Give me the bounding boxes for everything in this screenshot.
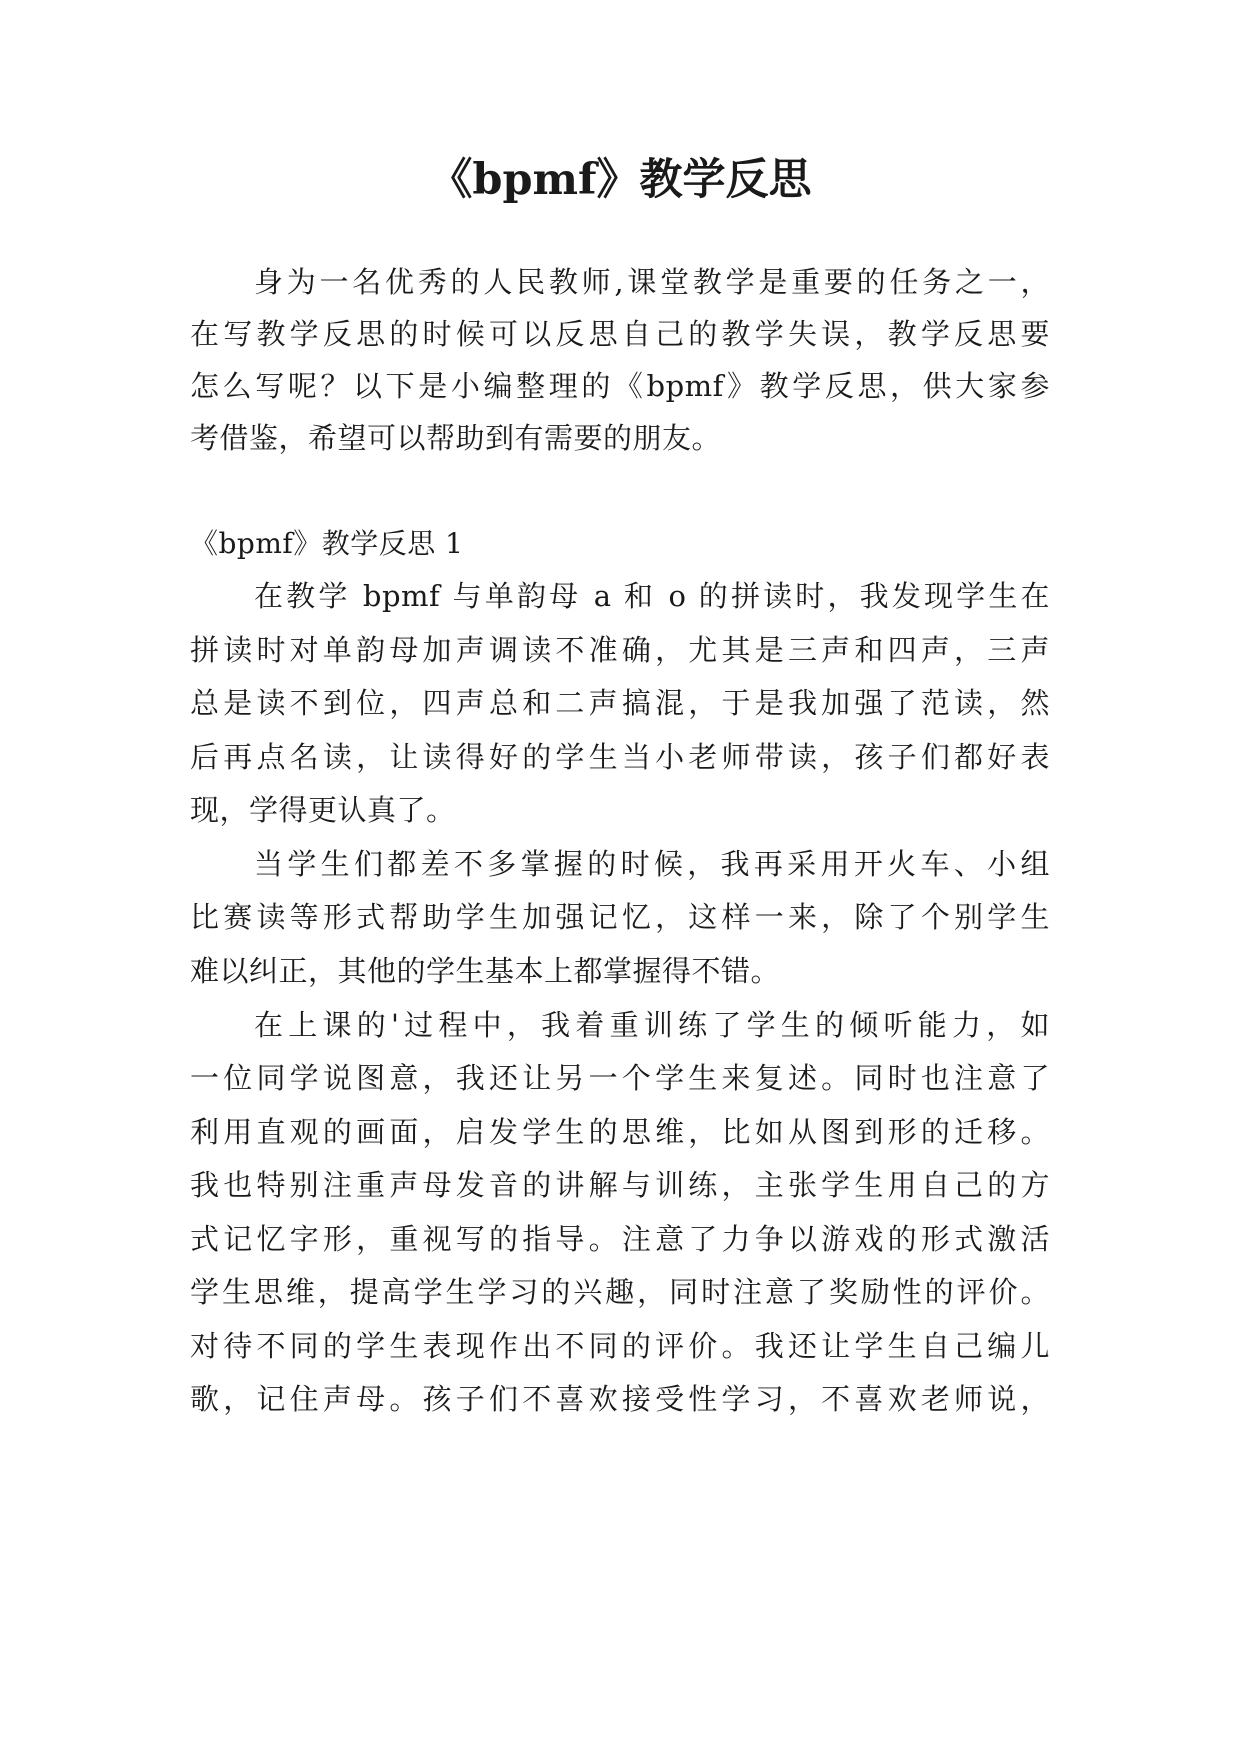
para3-line-1: 在上课的'过程中，我着重训练了学生的倾听能力，如 xyxy=(254,1008,1050,1042)
section-heading: 《bpmf》教学反思 1 xyxy=(190,527,464,560)
para2-line-2: 比赛读等形式帮助学生加强记忆，这样一来，除了个别学生 xyxy=(190,900,1050,934)
para3-line-2: 一位同学说图意，我还让另一个学生来复述。同时也注意了 xyxy=(190,1061,1050,1095)
para1-line-4: 后再点名读，让读得好的学生当小老师带读，孩子们都好表 xyxy=(190,740,1050,774)
para3-line-8: 歌，记住声母。孩子们不喜欢接受性学习，不喜欢老师说， xyxy=(190,1382,1050,1416)
para3-line-6: 学生思维，提高学生学习的兴趣，同时注意了奖励性的评价。 xyxy=(190,1275,1050,1309)
intro-line-2: 在写教学反思的时候可以反思自己的教学失误，教学反思要 xyxy=(190,317,1050,351)
para1-line-1: 在教学 bpmf 与单韵母 a 和 o 的拼读时，我发现学生在 xyxy=(254,579,1050,613)
para3-line-7: 对待不同的学生表现作出不同的评价。我还让学生自己编儿 xyxy=(190,1329,1050,1363)
para3-line-4: 我也特别注重声母发音的讲解与训练，主张学生用自己的方 xyxy=(190,1168,1050,1202)
para1-line-5: 现，学得更认真了。 xyxy=(190,793,456,827)
intro-line-1: 身为一名优秀的人民教师,课堂教学是重要的任务之一， xyxy=(254,265,1050,299)
para2-line-1: 当学生们都差不多掌握的时候，我再采用开火车、小组 xyxy=(254,847,1050,881)
document-title: 《bpmf》教学反思 xyxy=(429,155,812,205)
para2-line-3: 难以纠正，其他的学生基本上都掌握得不错。 xyxy=(190,954,781,988)
intro-line-3: 怎么写呢？以下是小编整理的《bpmf》教学反思，供大家参 xyxy=(190,369,1050,403)
para1-line-3: 总是读不到位，四声总和二声搞混，于是我加强了范读，然 xyxy=(190,686,1050,720)
para3-line-3: 利用直观的画面，启发学生的思维，比如从图到形的迁移。 xyxy=(190,1115,1050,1149)
para3-line-5: 式记忆字形，重视写的指导。注意了力争以游戏的形式激活 xyxy=(190,1222,1050,1256)
para1-line-2: 拼读时对单韵母加声调读不准确，尤其是三声和四声，三声 xyxy=(190,633,1050,667)
intro-line-4: 考借鉴，希望可以帮助到有需要的朋友。 xyxy=(190,421,722,455)
